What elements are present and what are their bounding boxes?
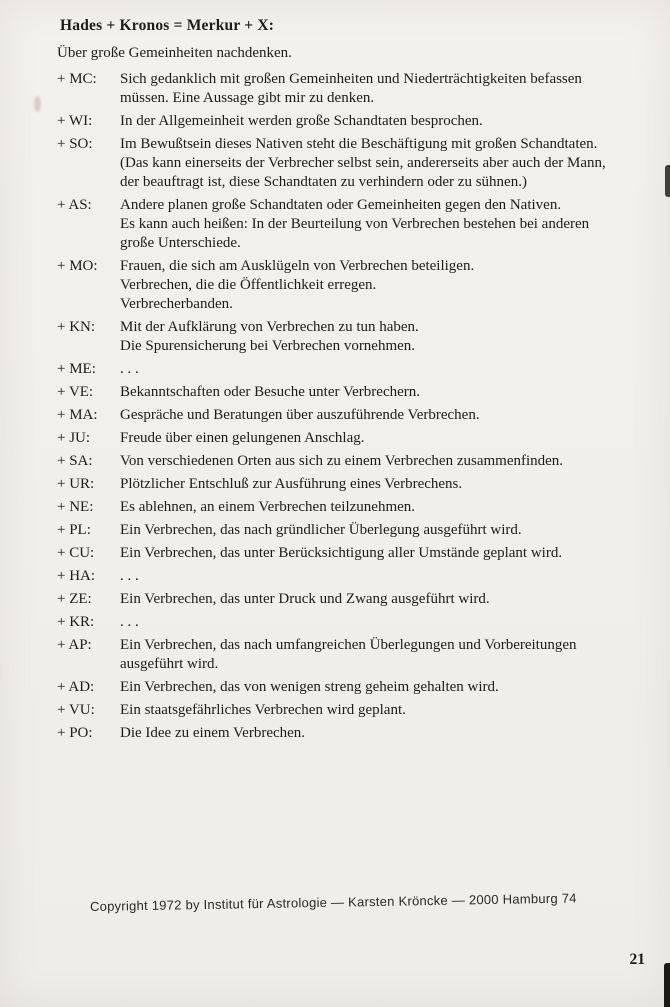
entry-code: + MC: [57,71,97,87]
entry-code: + JU: [57,430,91,446]
entry-code: + SA: [57,453,93,469]
entry-code: + SO: [57,136,93,152]
entry-code: + KN: [57,319,96,335]
entry-text-line: Ein Verbrechen, das unter Druck und Zwang ausgeführt wird. [120,591,490,607]
entry-text-line: große Unterschiede. [120,235,241,251]
entry-row [57,701,650,720]
entry-row [57,475,650,494]
entry-code: + PO: [57,725,93,741]
entry-lines [120,383,650,402]
entry-lines [120,196,650,253]
entry-row [57,452,650,471]
entry-lines [120,613,650,632]
entry-lines [120,135,650,192]
entry-lines [120,452,650,471]
entry-lines [120,544,650,563]
entry-row [57,498,650,517]
entry-text-line: Die Spurensicherung bei Verbrechen vornehmen. [120,338,416,354]
entry-code: + AS: [57,197,92,213]
entry-text-line: Freude über einen gelungenen Anschlag. [120,430,365,446]
entry-lines [120,678,650,697]
entry-row [57,196,650,253]
entry-lines [120,498,650,517]
entry-code: + ZE: [57,591,92,607]
entry-text-line: Von verschiedenen Orten aus sich zu einem Verbrechen zusammenfinden. [120,453,564,469]
entry-text-line: Ein Verbrechen, das nach umfangreichen Überlegungen und Vorbereitungen [120,637,577,653]
entry-lines [120,567,650,586]
entry-lines [120,318,650,356]
entry-row [57,135,650,192]
entry-lines [120,70,650,108]
entry-code: + UR: [57,476,95,492]
entry-lines [120,475,650,494]
entry-code: + VE: [57,384,94,400]
entry-row [57,544,650,563]
entry-lines [120,636,650,674]
entry-text-line: Ein Verbrechen, das unter Berücksichtigung aller Umstände geplant wird. [120,545,563,561]
entry-code: + AD: [57,679,95,695]
entry-text-line: Bekanntschaften oder Besuche unter Verbrechern. [120,384,421,400]
page-title: Hades + Kronos = Merkur + X: [60,17,275,34]
entry-text-line: Sich gedanklich mit großen Gemeinheiten und Niederträchtigkeiten befassen [120,71,582,87]
entry-text-line: Die Idee zu einem Verbrechen. [120,725,306,741]
entry-code: + HA: [57,568,96,584]
entry-lines [120,701,650,720]
entry-row [57,521,650,540]
entry-row [57,383,650,402]
entry-text-line: Ein Verbrechen, das nach gründlicher Überlegung ausgeführt wird. [120,522,522,538]
entry-text-line: Ein staatsgefährliches Verbrechen wird geplant. [120,702,406,718]
entry-lines [120,112,650,131]
entry-lines [120,257,650,314]
entry-lines [120,590,650,609]
entry-text-line: (Das kann einerseits der Verbrecher selbst sein, andererseits aber auch der Mann, [120,155,606,171]
entry-code: + VU: [57,702,95,718]
entry-row [57,429,650,448]
entry-code: + WI: [57,113,93,129]
entry-text-line: ausgeführt wird. [120,656,219,672]
entry-lines [120,521,650,540]
entry-text-line: Verbrecherbanden. [120,296,233,312]
entry-row [57,567,650,586]
page-content [57,16,650,747]
entry-code: + NE: [57,499,94,515]
entry-text-line: der beauftragt ist, diese Schandtaten zu verhindern oder zu sühnen.) [120,174,527,190]
entry-text-line: Im Bewußtsein dieses Nativen steht die Beschäftigung mit großen Schandtaten. [120,136,598,152]
entry-text-line: Gespräche und Beratungen über auszuführende Verbrechen. [120,407,480,423]
scan-artifact-right-edge [665,165,670,197]
entry-text-line: Frauen, die sich am Ausklügeln von Verbrechen beteiligen. [120,258,475,274]
entry-row [57,406,650,425]
entry-code: + PL: [57,522,91,538]
entry-row [57,590,650,609]
entry-code: + ME: [57,361,96,377]
entry-text-line: . . . [120,614,139,630]
page-subtitle: Über große Gemeinheiten nachdenken. [57,45,292,61]
entries-list [57,70,650,743]
entry-text-line: Verbrechen, die die Öffentlichkeit erregen. [120,277,377,293]
entry-row [57,257,650,314]
entry-text-line: Plötzlicher Entschluß zur Ausführung eines Verbrechens. [120,476,463,492]
entry-text-line: Ein Verbrechen, das von wenigen streng geheim gehalten wird. [120,679,499,695]
entry-row [57,724,650,743]
entry-code: + AP: [57,637,92,653]
scan-artifact-bottom-right-corner [664,963,670,1007]
entry-row [57,678,650,697]
entry-text-line: Es kann auch heißen: In der Beurteilung von Verbrechen bestehen bei anderen [120,216,590,232]
entry-lines [120,406,650,425]
entry-row [57,613,650,632]
scan-artifact-left-smudge [34,96,41,112]
entry-text-line: . . . [120,361,139,377]
entry-code: + MA: [57,407,98,423]
entry-row [57,70,650,108]
entry-row [57,360,650,379]
entry-row [57,636,650,674]
entry-text-line: Mit der Aufklärung von Verbrechen zu tun haben. [120,319,419,335]
entry-code: + MO: [57,258,98,274]
page-number: 21 [629,951,645,968]
entry-lines [120,429,650,448]
copyright-line: Copyright 1972 by Institut für Astrologie — Karsten Kröncke — 2000 Hamburg 74 [89,890,577,914]
entry-lines [120,360,650,379]
entry-row [57,318,650,356]
entry-text-line: . . . [120,568,139,584]
entry-text-line: müssen. Eine Aussage gibt mir zu denken. [120,90,375,106]
entry-text-line: Es ablehnen, an einem Verbrechen teilzunehmen. [120,499,416,515]
entry-code: + KR: [57,614,95,630]
entry-lines [120,724,650,743]
entry-text-line: In der Allgemeinheit werden große Schandtaten besprochen. [120,113,483,129]
entry-row [57,112,650,131]
entry-text-line: Andere planen große Schandtaten oder Gemeinheiten gegen den Nativen. [120,197,562,213]
entry-code: + CU: [57,545,95,561]
